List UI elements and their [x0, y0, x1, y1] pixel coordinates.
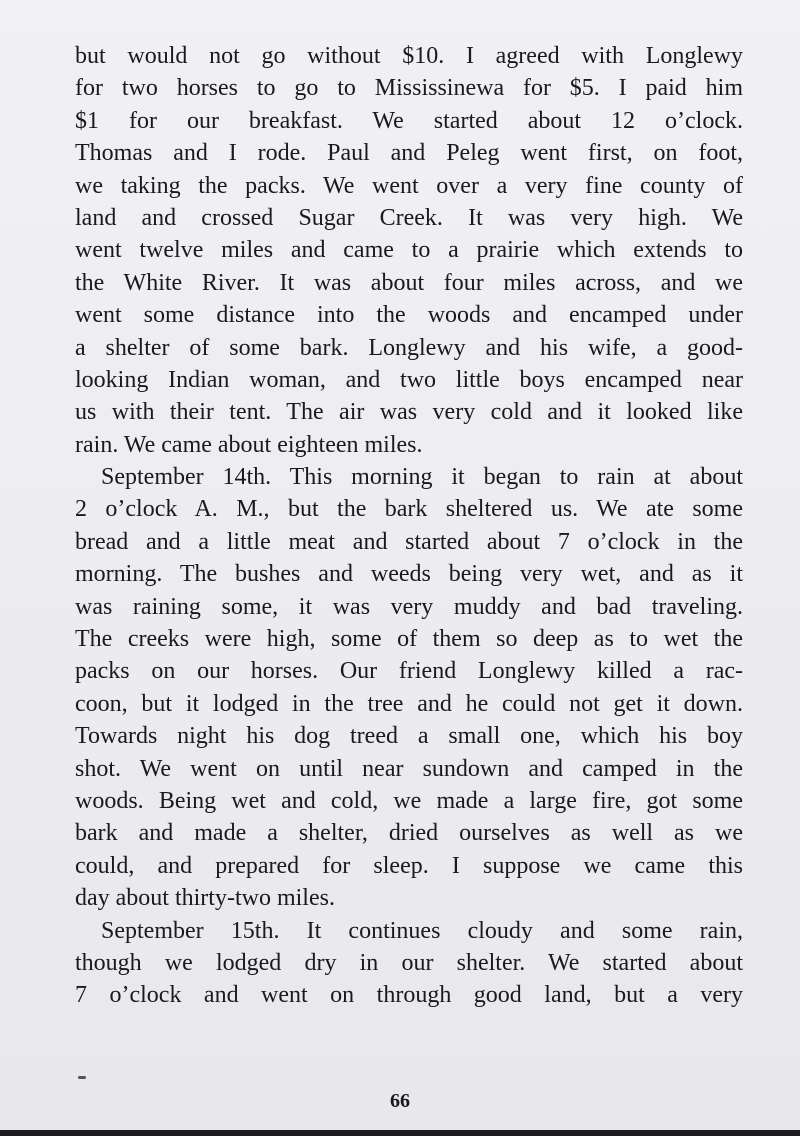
text-line: packs on our horses. Our friend Longlewy killed a rac-	[75, 658, 743, 685]
text-line: went some distance into the woods and encamped under	[75, 302, 743, 329]
text-line: woods. Being wet and cold, we made a large fire, got some	[75, 787, 743, 814]
text-line: but would not go without $10. I agreed with Longlewy	[75, 43, 743, 69]
paragraph-start-line: September 15th. It continues cloudy and some rain,	[101, 917, 743, 944]
scan-edge	[0, 1130, 800, 1136]
text-line: $1 for our breakfast. We started about 12 o’clock.	[75, 107, 743, 134]
text-line: went twelve miles and came to a prairie which extends to	[75, 237, 743, 264]
text-line: could, and prepared for sleep. I suppose we came this	[75, 852, 743, 879]
paragraph-start-line: September 14th. This morning it began to rain at about	[101, 464, 743, 491]
text-line: day about thirty-two miles.	[75, 885, 335, 912]
text-line: Towards night his dog treed a small one, which his boy	[75, 723, 743, 750]
text-line: The creeks were high, some of them so deep as to wet the	[75, 626, 743, 653]
text-line: 7 o’clock and went on through good land, but a very	[75, 982, 743, 1009]
text-line: us with their tent. The air was very cold and it looked like	[75, 399, 743, 426]
body-text	[75, 40, 743, 1012]
stray-ink-mark	[78, 1076, 86, 1079]
text-line: a shelter of some bark. Longlewy and his wife, a good-	[75, 334, 743, 361]
text-line: looking Indian woman, and two little boys encamped near	[75, 366, 743, 393]
page-number: 66	[390, 1090, 410, 1112]
text-line: shot. We went on until near sundown and camped in the	[75, 755, 743, 782]
text-line: coon, but it lodged in the tree and he could not get it down.	[75, 690, 743, 717]
text-line: the White River. It was about four miles across, and we	[75, 269, 743, 296]
text-line: bark and made a shelter, dried ourselves as well as we	[75, 820, 743, 847]
text-line: Thomas and I rode. Paul and Peleg went first, on foot,	[75, 140, 743, 167]
text-line: land and crossed Sugar Creek. It was very high. We	[75, 204, 743, 231]
text-line: 2 o’clock A. M., but the bark sheltered us. We ate some	[75, 496, 743, 523]
text-line: morning. The bushes and weeds being very wet, and as it	[75, 561, 743, 588]
text-line: bread and a little meat and started about 7 o’clock in the	[75, 528, 743, 555]
text-line: though we lodged dry in our shelter. We started about	[75, 949, 743, 976]
text-line: we taking the packs. We went over a very fine county of	[75, 172, 743, 199]
text-line: rain. We came about eighteen miles.	[75, 431, 423, 458]
text-line: was raining some, it was very muddy and bad traveling.	[75, 593, 743, 620]
text-line: for two horses to go to Mississinewa for $5. I paid him	[75, 75, 743, 102]
